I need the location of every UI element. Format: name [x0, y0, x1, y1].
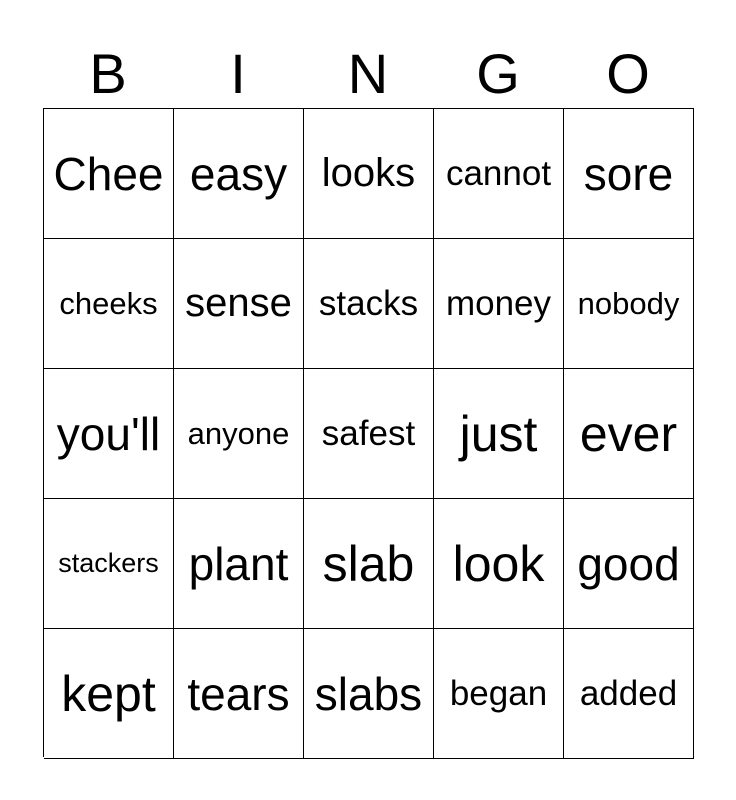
- header-letter-b: B: [89, 42, 127, 105]
- bingo-cell[interactable]: sense: [174, 239, 304, 369]
- bingo-cell[interactable]: look: [434, 499, 564, 629]
- header-letter-n: N: [347, 42, 389, 105]
- bingo-header: [43, 40, 693, 108]
- bingo-cell[interactable]: anyone: [174, 369, 304, 499]
- bingo-cell[interactable]: stacks: [304, 239, 434, 369]
- bingo-cell[interactable]: just: [434, 369, 564, 499]
- bingo-cell[interactable]: Chee: [44, 109, 174, 239]
- bingo-cell[interactable]: good: [564, 499, 694, 629]
- header-letter-g: G: [476, 42, 520, 105]
- bingo-cell[interactable]: looks: [304, 109, 434, 239]
- bingo-cell[interactable]: cannot: [434, 109, 564, 239]
- header-letter-o: O: [606, 42, 650, 105]
- bingo-cell[interactable]: slabs: [304, 629, 434, 759]
- bingo-cell[interactable]: money: [434, 239, 564, 369]
- bingo-cell[interactable]: cheeks: [44, 239, 174, 369]
- bingo-cell[interactable]: nobody: [564, 239, 694, 369]
- bingo-cell[interactable]: easy: [174, 109, 304, 239]
- bingo-cell[interactable]: tears: [174, 629, 304, 759]
- bingo-cell[interactable]: safest: [304, 369, 434, 499]
- bingo-cell[interactable]: kept: [44, 629, 174, 759]
- bingo-cell[interactable]: began: [434, 629, 564, 759]
- bingo-cell[interactable]: plant: [174, 499, 304, 629]
- bingo-cell[interactable]: sore: [564, 109, 694, 239]
- bingo-cell[interactable]: you'll: [44, 369, 174, 499]
- header-letter-i: I: [230, 42, 246, 105]
- bingo-card-grid: [43, 108, 694, 757]
- bingo-cell[interactable]: added: [564, 629, 694, 759]
- bingo-cell[interactable]: stackers: [44, 499, 174, 629]
- bingo-cell[interactable]: ever: [564, 369, 694, 499]
- bingo-cell[interactable]: slab: [304, 499, 434, 629]
